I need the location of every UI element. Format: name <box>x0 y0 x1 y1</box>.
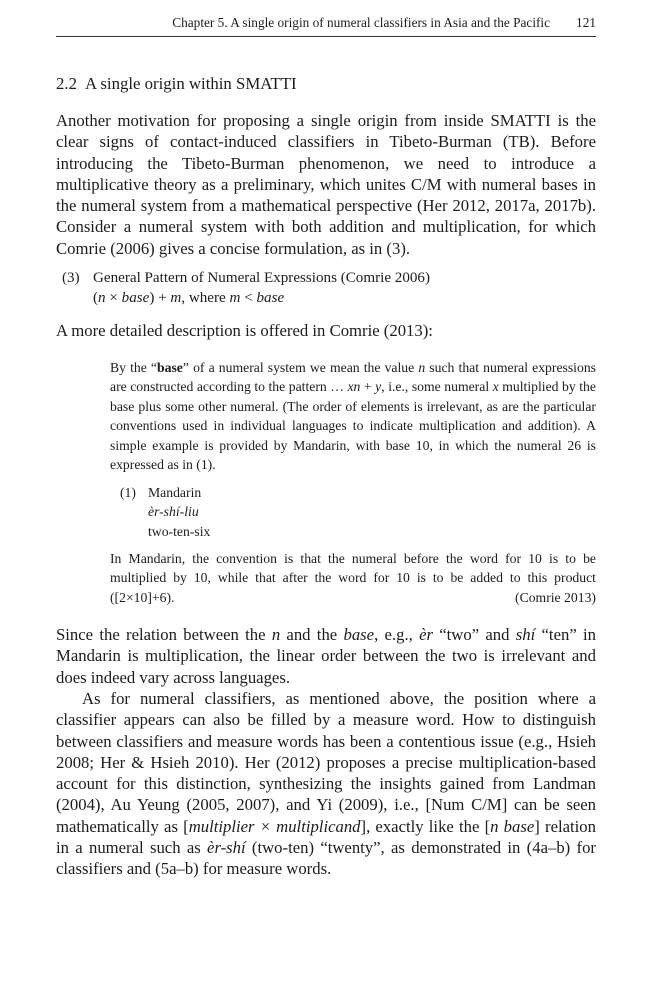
example-3-formula: (n × base) + m, where m < base <box>93 290 285 306</box>
paragraph-1 <box>56 110 596 259</box>
block-quote-part-1 <box>110 358 596 474</box>
section-heading <box>56 74 297 94</box>
paragraph-1-text: Another motivation for proposing a single origin from inside SMATTI is the clear signs of contact-induced classifiers in Tibeto-Burman (TB). Before introducing the Tibeto-Burman phenomenon, we need to introduce a multiplicative theory as a preliminary, which unites C/M with numeral bases in the numeral system from a mathematical perspective (Her 2012, 2017a, 2017b). Consider a numeral system with both addition and multiplication, for which Comrie (2006) gives a concise formulation, as in (3). <box>56 111 596 258</box>
quote-example-gloss: two-ten-six <box>148 523 211 539</box>
example-3-number: (3) <box>62 270 80 286</box>
quote-example-1 <box>120 483 420 541</box>
paragraph-4-text: As for numeral classifiers, as mentioned above, the position where a classifier appears can also be filled by a measure word. How to distinguish between classifiers and measure words has been a contentious issue (e.g., Hsieh 2008; Her & Hsieh 2010). Her (2012) proposes a precise multiplication-based account for this distinction, synthesizing the insights gained from Landman (2004), Au Yeung (2005, 2007), and Yi (2009), i.e., [Num C/M] can be seen mathematically as [multiplier × multiplicand], exactly like the [n base] relation in a numeral such as èr-shí (two-ten) “twenty”, as demonstrated in (4a–b) for classifiers and (5a–b) for measure words. <box>56 689 596 879</box>
page-number: 121 <box>576 15 596 30</box>
quote-example-number: (1) <box>120 485 136 500</box>
block-quote-part-2 <box>110 549 596 607</box>
running-header <box>56 10 596 37</box>
paragraph-2 <box>56 320 596 341</box>
quote-example-language: Mandarin <box>148 485 202 500</box>
paragraph-3 <box>56 624 596 688</box>
running-title: Chapter 5. A single origin of numeral classifiers in Asia and the Pacific <box>172 15 551 30</box>
quote-example-form: èr-shí-liu <box>148 504 199 520</box>
quote-citation: (Comrie 2013) <box>515 589 596 605</box>
paragraph-3-text: Since the relation between the n and the base, e.g., èr “two” and shí “ten” in Mandarin is multiplication, the linear order between the two is irrelevant and does indeed vary across languages. <box>56 625 596 687</box>
block-quote-text-1: By the “base” of a numeral system we mean the value n such that numeral expressions are constructed according to the pattern … xn + y, i.e., some numeral x multiplied by the base plus some other numeral. (The order of elements is irrelevant, as are the particular conventions used in individual languages to indicate multiplication and addition). A simple example is provided by Mandarin, with base 10, in which the numeral 26 is expressed as in (1). <box>110 360 596 473</box>
paragraph-2-text: A more detailed description is offered in Comrie (2013): <box>56 321 433 340</box>
paragraph-4 <box>56 688 596 880</box>
example-3-line-1 <box>62 268 596 288</box>
section-number: 2.2 <box>56 74 77 93</box>
example-3 <box>62 268 596 308</box>
block-quote-text-2: In Mandarin, the convention is that the numeral before the word for 10 is to be multiplied by 10, while that after the word for 10 is to be added to this product ([2×10]+6). (Comrie 2013) <box>110 549 596 607</box>
example-3-title: General Pattern of Numeral Expressions (Comrie 2006) <box>93 270 431 286</box>
section-title: A single origin within SMATTI <box>84 74 297 93</box>
